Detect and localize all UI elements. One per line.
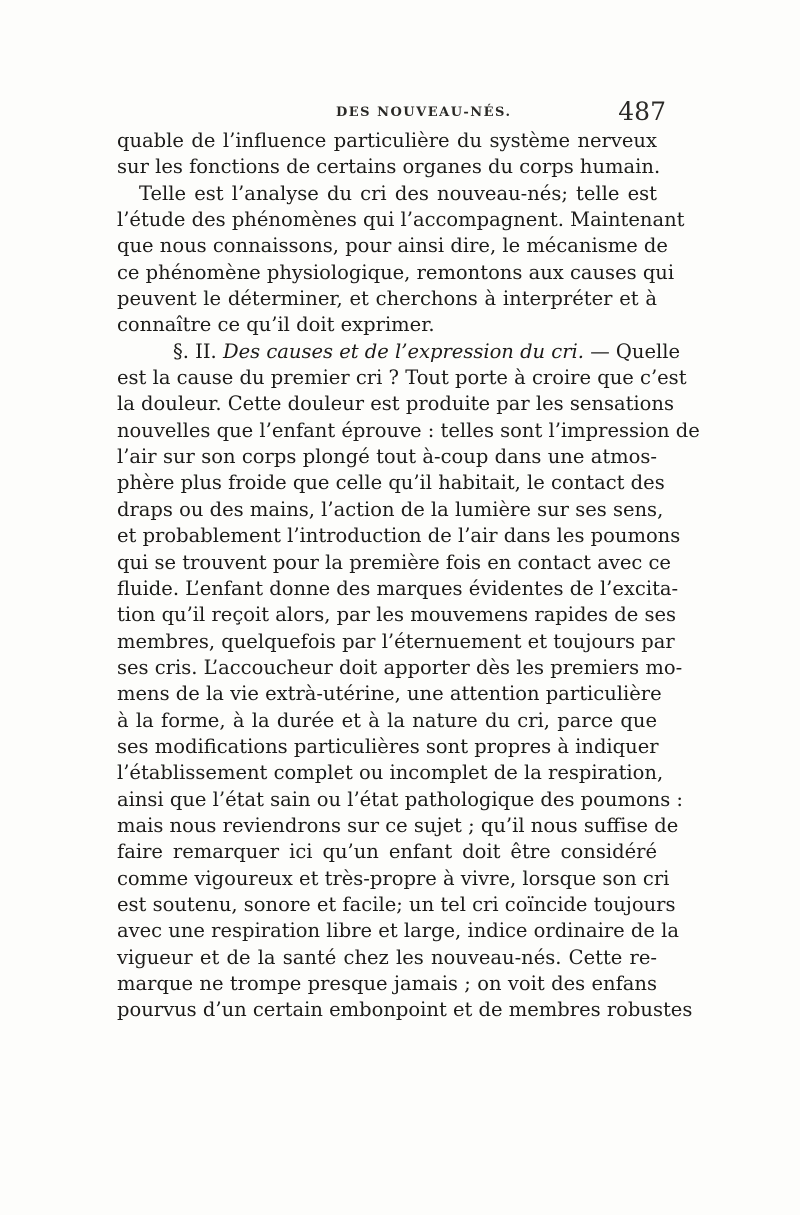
text-line: mens de la vie extrà-utérine, une attention particulière <box>117 682 662 706</box>
text-line: avec une respiration libre et large, indice ordinaire de la <box>117 919 679 943</box>
text-line: peuvent le déterminer, et cherchons à interpréter et à <box>117 287 657 311</box>
text-line: fluide. L’enfant donne des marques évidentes de l’excita- <box>117 576 679 600</box>
section-heading-line <box>117 339 680 365</box>
text-line: mais nous reviendrons sur ce sujet ; qu’il nous suffise de <box>117 813 679 837</box>
text-line: qui se trouvent pour la première fois en contact avec ce <box>117 550 671 574</box>
text-line: sur les fonctions de certains organes du corps humain. <box>117 155 661 179</box>
text-line: tion qu’il reçoit alors, par les mouvemens rapides de ses <box>117 603 677 627</box>
section-title: Des causes et de l’expression du cri. <box>222 339 584 363</box>
text-line: l’établissement complet ou incomplet de la respiration, <box>117 761 664 785</box>
running-head-title: DES NOUVEAU-NÉS. <box>336 105 512 120</box>
paragraph-first-line: Telle est l’analyse du cri des nouveau-nés; telle est <box>139 181 657 205</box>
page-number: 487 <box>618 97 666 126</box>
body-text <box>117 128 700 1024</box>
section-line-rest: — Quelle <box>584 339 680 363</box>
text-line: ce phénomène physiologique, remontons aux causes qui <box>117 260 675 284</box>
text-line: nouvelles que l’enfant éprouve : telles sont l’impression de <box>117 418 700 442</box>
text-line: ses modifications particulières sont propres à indiquer <box>117 734 659 758</box>
text-line: vigueur et de la santé chez les nouveau-nés. Cette re- <box>117 945 657 969</box>
text-line: pourvus d’un certain embonpoint et de membres robustes <box>117 998 693 1022</box>
text-line: et probablement l’introduction de l’air dans les poumons <box>117 524 681 548</box>
text-line: ainsi que l’état sain ou l’état pathologique des poumons : <box>117 787 684 811</box>
text-line: connaître ce qu’il doit exprimer. <box>117 313 435 337</box>
running-head <box>118 97 666 127</box>
text-line: draps ou des mains, l’action de la lumière sur ses sens, <box>117 497 664 521</box>
text-line: ses cris. L’accoucheur doit apporter dès les premiers mo- <box>117 655 683 679</box>
text-line: que nous connaissons, pour ainsi dire, le mécanisme de <box>117 234 668 258</box>
text-line: est soutenu, sonore et facile; un tel cri coïncide toujours <box>117 892 676 916</box>
text-line: la douleur. Cette douleur est produite par les sensations <box>117 392 674 416</box>
text-line: l’étude des phénomènes qui l’accompagnent. Maintenant <box>117 208 685 232</box>
text-line: est la cause du premier cri ? Tout porte à croire que c’est <box>117 366 687 390</box>
text-line: comme vigoureux et très-propre à vivre, lorsque son cri <box>117 866 670 890</box>
text-line: faire remarquer ici qu’un enfant doit être considéré <box>117 840 657 864</box>
text-line: membres, quelquefois par l’éternuement et toujours par <box>117 629 675 653</box>
section-mark: §. II. <box>173 339 217 363</box>
text-line: quable de l’influence particulière du système nerveux <box>117 129 657 152</box>
text-line: l’air sur son corps plongé tout à-coup dans une atmos- <box>117 445 657 469</box>
text-line: phère plus froide que celle qu’il habitait, le contact des <box>117 471 665 495</box>
text-line: à la forme, à la durée et à la nature du cri, parce que <box>117 708 657 732</box>
text-line: marque ne trompe presque jamais ; on voit des enfans <box>117 972 657 995</box>
